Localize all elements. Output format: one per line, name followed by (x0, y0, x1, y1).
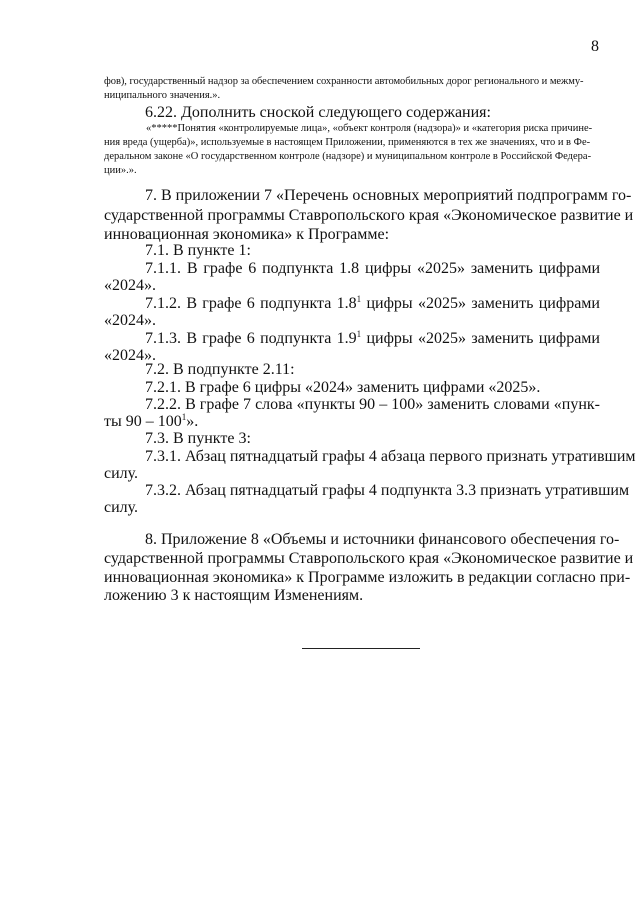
item-7-2-1: 7.2.1. В графе 6 цифры «2024» заменить цифрами «2025». (145, 379, 541, 396)
page-number: 8 (591, 38, 599, 55)
item-8-line: 8. Приложение 8 «Объемы и источники финансового обеспечения го- (145, 531, 620, 548)
item-7-3: 7.3. В пункте 3: (145, 430, 251, 447)
item-7-2-2-text-post: ». (186, 413, 199, 430)
item-7-1-3-text: 7.1.3. В графе 6 подпункта 1.9 (145, 330, 357, 347)
item-7-2-2: 7.2.2. В графе 7 слова «пункты 90 – 100» заменить словами «пунк- (145, 396, 600, 413)
item-8-line: сударственной программы Ставропольского края «Экономическое развитие и (104, 550, 634, 567)
item-7-1: 7.1. В пункте 1: (145, 242, 251, 259)
item-7-2-2-text: ты 90 – 100 (104, 413, 182, 430)
item-8-line: инновационная экономика» к Программе изложить в редакции согласно при- (104, 569, 631, 586)
footnote-line: ниципального значения.». (104, 90, 221, 101)
item-7-1-1-cont: «2024». (104, 277, 156, 294)
footnote-line: фов), государственный надзор за обеспечением сохранности автомобильных дорог регионального и межму- (104, 76, 584, 87)
item-7-2: 7.2. В подпункте 2.11: (145, 361, 295, 378)
item-7-1-2-text: 7.1.2. В графе 6 подпункта 1.8 (145, 295, 357, 312)
item-7-line: инновационная экономика» к Программе: (104, 226, 390, 243)
note-line: ния вреда (ущерба)», используемые в настоящем Приложении, применяются в тех же значениях, что и в Фе- (104, 137, 591, 148)
item-7-1-2-text-post: цифры «2025» заменить цифрами (361, 295, 600, 312)
superscript: 1 (181, 412, 187, 422)
note-line: ции».». (104, 165, 137, 176)
note-line: «*****Понятия «контролируемые лица», «объект контроля (надзора)» и «категория риска причине- (146, 123, 593, 134)
item-8-line: ложению 3 к настоящим Изменениям. (104, 587, 364, 604)
item-7-3-2-cont: силу. (104, 499, 139, 516)
item-7-1-1: 7.1.1. В графе 6 подпункта 1.8 цифры «2025» заменить цифрами (145, 260, 600, 277)
item-7-line: 7. В приложении 7 «Перечень основных мероприятий подпрограмм го- (145, 187, 632, 204)
footnote-continuation (104, 75, 600, 103)
item-7-line: сударственной программы Ставропольского края «Экономическое развитие и (104, 207, 634, 224)
end-divider (302, 648, 420, 649)
item-7-1-3-cont: «2024». (104, 347, 156, 364)
item-6-22-heading: 6.22. Дополнить сноской следующего содержания: (145, 104, 491, 121)
item-7-3-1: 7.3.1. Абзац пятнадцатый графы 4 абзаца первого признать утратившим (145, 448, 636, 465)
item-7-1-3-text-post: цифры «2025» заменить цифрами (361, 330, 600, 347)
superscript: 1 (356, 329, 362, 339)
note-line: деральном законе «О государственном контроле (надзоре) и муниципальном контроле в Российской Федера- (104, 151, 592, 162)
item-7-1-2-cont: «2024». (104, 312, 156, 329)
item-6-22-note (104, 122, 600, 178)
superscript: 1 (356, 294, 362, 304)
item-7-3-1-cont: силу. (104, 465, 139, 482)
item-7-3-2: 7.3.2. Абзац пятнадцатый графы 4 подпункта 3.3 признать утратившим (145, 482, 630, 499)
